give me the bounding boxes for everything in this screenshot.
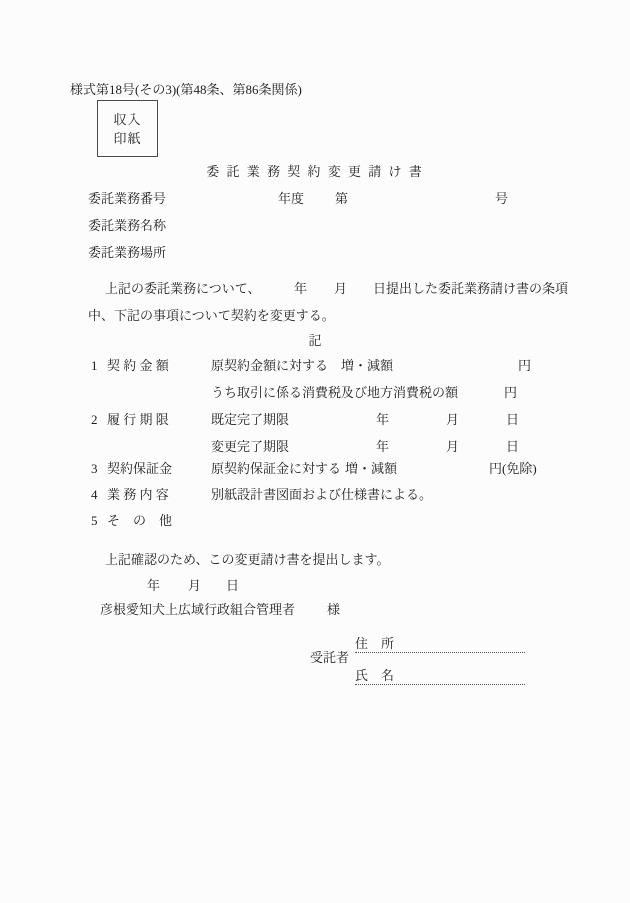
- addressee-honorific: 様: [327, 602, 341, 617]
- task-place-label: 委託業務場所: [88, 245, 167, 260]
- closing-date-day: 日: [226, 578, 240, 593]
- ki-heading: 記: [308, 333, 322, 348]
- item-number: 4: [91, 487, 98, 502]
- item-text: 変更完了期限: [211, 439, 290, 454]
- body-line1-year: 年: [294, 281, 308, 296]
- item-label: 履 行 期 限: [107, 412, 169, 427]
- item-text2: 増・減額: [345, 461, 398, 476]
- item-number: 3: [91, 461, 98, 476]
- document-title: 委 託 業 務 契 約 変 更 請 け 書: [206, 164, 424, 179]
- item-unit: 円: [504, 385, 518, 400]
- revenue-stamp-box: [97, 100, 158, 157]
- item-month: 月: [446, 439, 460, 454]
- name-label: 氏 名: [355, 668, 395, 683]
- item-label: 業 務 内 容: [107, 487, 169, 502]
- number-prefix: 第: [335, 191, 349, 206]
- body-line1-post: 日提出した委託業務請け書の条項: [373, 281, 569, 296]
- item-month: 月: [446, 412, 460, 427]
- closing-date-month: 月: [188, 578, 202, 593]
- item-text2: 増・減額: [341, 358, 394, 373]
- item-number: 1: [91, 358, 98, 373]
- recipient-address-field: [355, 635, 525, 653]
- item-year: 年: [376, 412, 390, 427]
- item-year: 年: [376, 439, 390, 454]
- item-unit: 円(免除): [489, 461, 537, 476]
- closing-statement: 上記確認のため、この変更請け書を提出します。: [105, 552, 390, 567]
- number-suffix: 号: [495, 191, 509, 206]
- item-number: 2: [91, 412, 98, 427]
- item-text: 別紙設計書図面および仕様書による。: [211, 487, 433, 502]
- body-line1-pre: 上記の委託業務について、: [105, 281, 261, 296]
- body-line2: 中、下記の事項について契約を変更する。: [88, 308, 335, 323]
- closing-date-year: 年: [147, 578, 161, 593]
- recipient-name-field: [355, 667, 525, 685]
- stamp-line1: 収入: [113, 111, 142, 127]
- task-number-label: 委託業務番号: [88, 191, 167, 206]
- item-text: 既定完了期限: [211, 412, 290, 427]
- form-number: 様式第18号(その3)(第48条、第86条関係): [70, 82, 302, 97]
- address-label: 住 所: [355, 636, 395, 651]
- item-text: うち取引に係る消費税及び地方消費税の額: [211, 385, 459, 400]
- item-unit: 円: [518, 358, 532, 373]
- item-number: 5: [91, 513, 98, 528]
- stamp-line2: 印紙: [113, 130, 142, 146]
- fiscal-year-label: 年度: [278, 191, 305, 206]
- body-line1-month: 月: [334, 281, 348, 296]
- item-text: 原契約金額に対する: [211, 358, 329, 373]
- item-label: そ の 他: [107, 513, 173, 528]
- item-label: 契約保証金: [107, 461, 173, 476]
- item-label: 契 約 金 額: [107, 358, 169, 373]
- item-day: 日: [506, 439, 520, 454]
- item-day: 日: [506, 412, 520, 427]
- task-name-label: 委託業務名称: [88, 218, 167, 233]
- recipient-label: 受託者: [310, 650, 350, 665]
- addressee: 彦根愛知犬上広域行政組合管理者: [100, 602, 296, 617]
- item-text: 原契約保証金に対する: [211, 461, 342, 476]
